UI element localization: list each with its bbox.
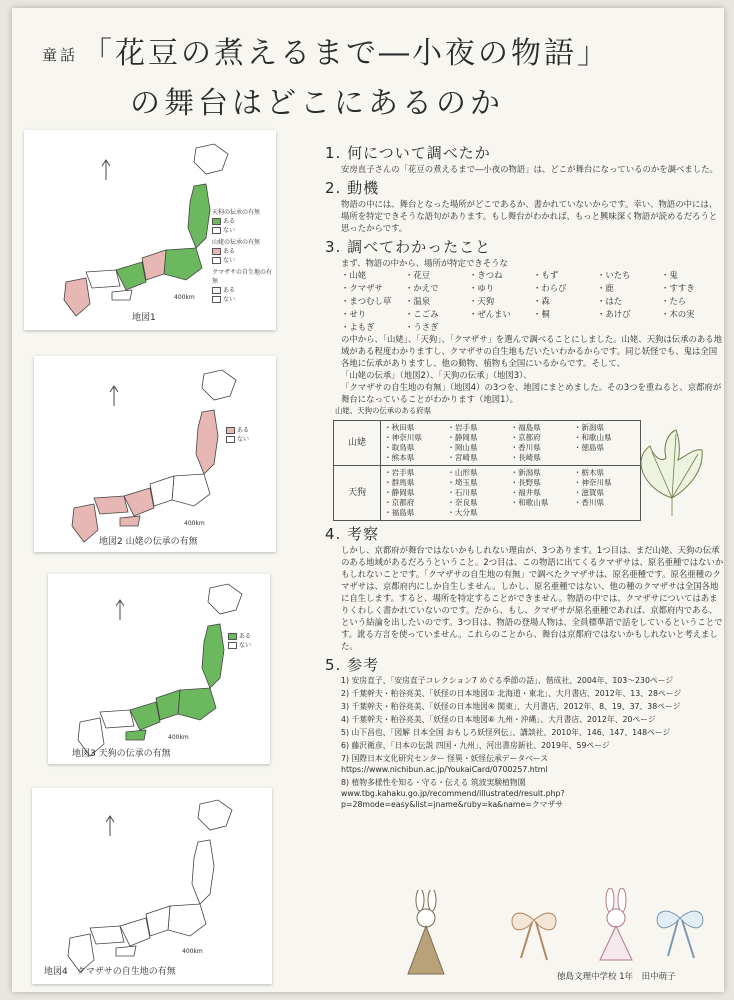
keyword-item: ・ たら	[661, 295, 725, 307]
section-3-intro: まず、物語の中から、場所が特定できそうな	[341, 258, 508, 268]
region-kyushu	[72, 504, 98, 542]
prefecture-item: ・ 岩手県	[384, 468, 447, 478]
keyword-item: ・ あけび	[597, 308, 661, 320]
section-1-heading: 1. 何について調べたか	[325, 144, 491, 162]
prefecture-item: ・ 和歌山県	[574, 433, 637, 443]
title-prefix: 童話	[42, 46, 79, 64]
north-arrow-icon	[102, 160, 110, 180]
reference-item: 5) 山下昌也、「図解 日本全国 おもしろ妖怪列伝」、講談社、2010年、146、147、148ページ	[341, 728, 671, 737]
map3-legend	[228, 632, 251, 650]
ribbon-drawing	[507, 906, 561, 966]
poster	[12, 8, 724, 992]
region-hokkaido	[194, 144, 228, 174]
keyword-item: ・ 温泉	[405, 295, 469, 307]
map-card-2	[34, 356, 276, 552]
region-chugoku	[90, 926, 124, 944]
region-kinki	[116, 262, 146, 290]
region-shikoku	[112, 290, 132, 300]
section-2-body: 物語の中には、舞台となった場所がどこであるか、書かれていないからです。幸い、物語の中には、場所を特定できそうな語句があります。もし舞台がわかれば、もっと興味深く物語が読めるだろうと思ったからです。	[341, 199, 718, 233]
region-chubu	[146, 906, 170, 936]
map2-legend	[226, 426, 249, 444]
legend-item: ない	[237, 436, 250, 443]
region-shikoku	[126, 730, 146, 740]
region-hokkaido	[208, 584, 242, 614]
map-label-3: 地図3 天狗の伝承の有無	[72, 749, 171, 759]
reference-item: 2) 千葉幹夫・粕谷亮美、「妖怪の日本地図① 北海道・東北」、大月書店、2012年、13、28ページ	[341, 689, 682, 698]
prefecture-item: ・ 石川県	[447, 488, 510, 498]
region-kinki	[130, 702, 160, 730]
prefecture-item: ・ 岡山県	[447, 443, 510, 453]
keyword-item: ・ すすき	[661, 282, 725, 294]
region-tohoku	[196, 410, 218, 474]
japan-map-4	[32, 788, 272, 984]
reference-item: 8) 植物多様性を知る・守る・伝える 筑波実験植物園 www.tbg.kahaku.go.jp/recommend/illustrated/result.php?p=28mode=easy&list=jname&ruby=ka&name=クマザサ	[341, 778, 565, 809]
region-kinki	[120, 918, 150, 946]
keyword-item: ・ 木の実	[661, 308, 725, 320]
region-tohoku	[188, 184, 210, 248]
prefecture-item: ・ 静岡県	[447, 433, 510, 443]
map1-legend	[212, 208, 276, 304]
legend-item: ある	[239, 633, 252, 640]
keyword-item: ・ 天狗	[469, 295, 533, 307]
section-4-body: しかし、京都府が舞台ではないかもしれない理由が、3つあります。1つ目は、まだ山姥、天狗の伝承のある地域があるだろうということ。2つ目は、この物語に出てくるクマザサは、原名亜種ではないかもしれないことです。「クマザサの自生地の有無」で調べたクマザサは、原名亜種です。原名亜種のクマザサは、京都府内にしか自生しません。しかし、原名亜種ではない、他の種のクマザサは全国各地に自生します。すると、場所を特定することができません。物語の中では、クマザサについてはあまりくわしく書かれていないのです。だから、もし、クマザサが原名亜種であれば、京都府内である、という結論を出したいのです。3つ目は、物語の登場人物は、全員標準語で話をしているということです。訛る方言を使っていません。これらのことから、舞台は京都府ではないかもしれないと考えました。	[341, 545, 724, 651]
keyword-item: ・ クマザサ	[341, 282, 405, 294]
table-prefectures	[381, 421, 641, 466]
scale-bar: 400km	[174, 294, 195, 301]
keyword-item: ・ いたち	[597, 269, 661, 281]
section-3-body-1: の中から、「山姥」、「天狗」、「クマザサ」を選んで調べることにしました。山姥、天狗は伝承のある地域がある程度わかりますし、クマザサの自生地もだいたいわかるからです。同じ妖怪でも、鬼は全国各地に伝承がありますし、他の動物、植物も全国にいるからです。そして、	[341, 334, 723, 368]
prefecture-item: ・ 長崎県	[511, 453, 574, 463]
map-label-4: 地図4 クマザサの自生地の有無	[44, 967, 176, 977]
keyword-item: ・ 鬼	[661, 269, 725, 281]
region-hokkaido	[202, 370, 236, 400]
keyword-list	[341, 269, 725, 333]
table-caption: 山姥、天狗の伝承のある府県	[335, 406, 432, 415]
table-row	[334, 421, 641, 466]
keyword-item: ・ まつむし草	[341, 295, 405, 307]
region-chubu	[150, 476, 174, 506]
prefecture-item: ・ 山形県	[447, 468, 510, 478]
title-line-2: の舞台はどこにあるのか	[130, 86, 504, 121]
legend-title: 天狗の伝承の有無	[212, 209, 261, 216]
keyword-item: ・ わらび	[533, 282, 597, 294]
keyword-item: ・ こごみ	[405, 308, 469, 320]
keyword-item: ・ きつね	[469, 269, 533, 281]
legend-item: ない	[223, 296, 236, 303]
prefecture-item: ・ 静岡県	[384, 488, 447, 498]
keyword-item: ・ もず	[533, 269, 597, 281]
legend-item: ある	[223, 248, 236, 255]
prefecture-item: ・ 奈良県	[447, 498, 510, 508]
author-credit: 徳島文理中学校 1年 田中萌子	[557, 972, 676, 982]
region-kinki	[124, 488, 154, 516]
legend-item: ない	[239, 642, 252, 649]
legend-item: ない	[223, 257, 236, 264]
map-card-3	[48, 574, 270, 764]
map-card-4	[32, 788, 272, 984]
leaf-drawing	[632, 428, 712, 518]
legend-item: ある	[223, 218, 236, 225]
prefecture-item: ・ 新潟県	[511, 468, 574, 478]
legend-title: 山姥の伝承の有無	[212, 239, 261, 246]
north-arrow-icon	[106, 816, 114, 836]
section-3-heading: 3. 調べてわかったこと	[325, 238, 492, 256]
reference-item: 1) 安房直子、「安房直子コレクション7 めぐる季節の話」、偕成社、2004年、103～230ページ	[341, 676, 674, 685]
title-main: 「花豆の煮えるまで―小夜の物語」	[82, 36, 611, 71]
prefecture-item: ・ 栃木県	[574, 468, 637, 478]
keyword-item: ・ うさぎ	[405, 321, 469, 333]
prefecture-item: ・ 和歌山県	[511, 498, 574, 508]
keyword-item: ・ 桐	[533, 308, 597, 320]
keyword-item: ・ かえで	[405, 282, 469, 294]
keyword-item: ・ 森	[533, 295, 597, 307]
map-label-1: 地図1	[132, 313, 156, 323]
section-2-heading: 2. 動機	[325, 179, 380, 197]
region-chugoku	[86, 270, 120, 288]
region-kanto	[164, 248, 202, 280]
keyword-item: ・ はた	[597, 295, 661, 307]
prefecture-item: ・ 長野県	[511, 478, 574, 488]
scale-bar: 400km	[168, 734, 189, 741]
prefecture-item: ・ 新潟県	[574, 423, 637, 433]
prefecture-item: ・ 香川県	[511, 443, 574, 453]
region-kyushu	[64, 278, 90, 316]
prefecture-item: ・ 秋田県	[384, 423, 447, 433]
keyword-item: ・ 鹿	[597, 282, 661, 294]
blue-ribbon-drawing	[652, 902, 708, 962]
scale-bar: 400km	[182, 948, 203, 955]
prefecture-item: ・ 福島県	[384, 508, 447, 518]
section-1-body: 安房直子さんの「花豆の煮えるまで―小夜の物語」は、どこが舞台になっているのかを調べました。	[341, 164, 718, 174]
north-arrow-icon	[110, 386, 118, 406]
prefecture-item: ・ 香川県	[574, 498, 637, 508]
prefecture-item: ・ 福井県	[511, 488, 574, 498]
prefecture-item: ・ 熊本県	[384, 453, 447, 463]
rabbit-doll-drawing	[400, 890, 452, 980]
region-tohoku	[192, 840, 214, 904]
prefecture-item: ・ 福島県	[511, 423, 574, 433]
prefecture-item: ・ 埼玉県	[447, 478, 510, 488]
region-chubu	[142, 250, 166, 280]
legend-title: クマザサの自生地の有無	[212, 269, 273, 285]
region-chugoku	[94, 496, 128, 514]
region-kanto	[172, 474, 210, 506]
map-card-1	[24, 130, 276, 330]
prefecture-item: ・ 取鳥県	[384, 443, 447, 453]
title-line-1	[42, 28, 610, 72]
prefecture-item: ・ 京都府	[511, 433, 574, 443]
section-5-heading: 5. 参考	[325, 656, 380, 674]
keyword-item: ・ よもぎ	[341, 321, 405, 333]
table-category: 天狗	[334, 466, 381, 521]
rabbit-drawing	[592, 888, 642, 968]
region-chubu	[156, 690, 180, 720]
prefecture-item: ・ 神奈川県	[574, 478, 637, 488]
region-kanto	[178, 688, 216, 720]
prefecture-item: ・ 宮崎県	[447, 453, 510, 463]
region-shikoku	[120, 516, 140, 526]
region-shikoku	[116, 946, 136, 956]
japan-map-2	[34, 356, 276, 552]
keyword-item: ・ ぜんまい	[469, 308, 533, 320]
table-prefectures	[381, 466, 641, 521]
reference-item: 6) 藤沢衛彦、「日本の伝説 四国・九州」、河出書房新社、2019年、59ページ	[341, 741, 610, 750]
reference-item: 4) 千葉幹夫・粕谷亮美、「妖怪の日本地図⑥ 九州・沖縄」、大月書店、2012年、20ページ	[341, 715, 656, 724]
table-category: 山姥	[334, 421, 381, 466]
reference-list	[341, 675, 725, 810]
keyword-item: ・ 花豆	[405, 269, 469, 281]
legend-item: ある	[237, 427, 250, 434]
section-3-body-3: 「クマザサの自生地の有無」（地図4）の3つを、地図にまとめました。その3つを重ねると、京都府が舞台になっていることがわかります（地図1）。	[341, 382, 722, 404]
region-chugoku	[100, 710, 134, 728]
prefecture-item: ・ 神奈川県	[384, 433, 447, 443]
prefecture-item: ・ 京都府	[384, 498, 447, 508]
keyword-item: ・ せり	[341, 308, 405, 320]
prefecture-item: ・ 滋賀県	[574, 488, 637, 498]
reference-item: 7) 国際日本文化研究センター 怪異・妖怪伝承データベース https://www.nichibun.ac.jp/YoukaiCard/0700257.html	[341, 754, 549, 774]
prefecture-item: ・ 岩手県	[447, 423, 510, 433]
prefecture-table	[333, 420, 641, 521]
section-3-body-2: 「山姥の伝承」（地図2）、「天狗の伝承」（地図3）、	[341, 370, 532, 380]
region-kanto	[168, 904, 206, 936]
region-tohoku	[202, 624, 224, 688]
legend-item: ない	[223, 227, 236, 234]
japan-map-3	[48, 574, 270, 764]
region-hokkaido	[198, 800, 232, 830]
scale-bar: 400km	[184, 520, 205, 527]
prefecture-item: ・ 大分県	[447, 508, 510, 518]
keyword-item: ・ 山姥	[341, 269, 405, 281]
prefecture-item: ・ 群馬県	[384, 478, 447, 488]
keyword-item: ・ ゆり	[469, 282, 533, 294]
map-label-2: 地図2 山姥の伝承の有無	[99, 537, 198, 547]
reference-item: 3) 千葉幹夫・粕谷亮美、「妖怪の日本地図④ 関東」、大月書店、2012年、8、19、37、38ページ	[341, 702, 681, 711]
section-4-heading: 4. 考察	[325, 525, 380, 543]
table-row	[334, 466, 641, 521]
prefecture-item: ・ 徳島県	[574, 443, 637, 453]
legend-item: ある	[223, 287, 236, 294]
north-arrow-icon	[116, 600, 124, 620]
